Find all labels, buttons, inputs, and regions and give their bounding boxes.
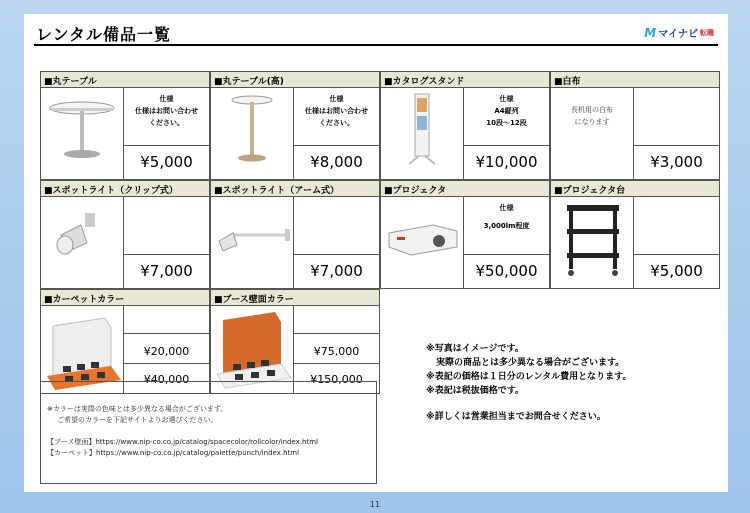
item-header: ■カーペットカラー [41,290,209,306]
carpet-price-2: ¥40,000 [143,373,190,386]
spec-title: 仕様 [329,95,344,103]
item-spec [634,88,719,146]
item-price: ¥7,000 [140,262,193,280]
spec-title: 仕様 [499,95,514,103]
projector-stand-image [551,197,634,288]
page-number: 11 [369,500,381,509]
round-table-image [41,88,124,179]
item-spec [124,88,209,146]
carpet-spec-row [124,306,209,334]
booth-wall-spec-row [294,306,379,334]
item-projector [380,180,550,289]
item-price: ¥3,000 [650,153,703,171]
item-projector-stand [550,180,720,289]
catalog-stand-image [381,88,464,179]
item-booth-wall-color [210,289,380,394]
carpet-price-1: ¥20,000 [124,334,209,364]
item-spec [294,197,379,255]
item-white-cloth [550,71,720,180]
note-line: ※写真はイメージです。 [426,344,524,354]
item-header: ■プロジェクタ台 [551,181,719,197]
high-table-image [211,88,294,179]
item-price: ¥10,000 [475,153,538,171]
item-price: ¥8,000 [310,153,363,171]
item-price: ¥50,000 [475,262,538,280]
spec-title: 仕様 [159,95,174,103]
item-spec [464,197,549,255]
item-description [551,88,634,179]
logo-sub: 転職 [700,28,714,37]
item-spec [124,197,209,255]
color-note-line: ※カラーは実際の色味とは多少異なる場合がございます。 [47,405,228,413]
spec-line: 仕様はお問い合わせ [305,107,368,115]
item-header: ■丸テーブル [41,72,209,88]
page-title: レンタル備品一覧 [36,25,171,44]
note-line: 実際の商品とは多少異なる場合がございます。 [436,358,625,368]
item-header: ■プロジェクタ [381,181,549,197]
item-spotlight-arm [210,180,380,289]
spec-line: 仕様はお問い合わせ [135,107,198,115]
title-divider [34,44,718,46]
booth-wall-link[interactable]: 【ブース壁面】https://www.nip-co.co.jp/catalog/spacecolor/rollcolor/index.html [47,438,318,446]
spec-line: 10段～12段 [486,119,527,127]
item-header: ■カタログスタンド [381,72,549,88]
item-price: ¥5,000 [140,153,193,171]
note-line: ※詳しくは営業担当までお問合せください。 [426,412,606,422]
note-line: ※表記の価格は１日分のレンタル費用となります。 [426,372,632,382]
notes-section [426,342,631,424]
item-header: ■スポットライト（クリップ式） [41,181,209,197]
item-price: ¥7,000 [310,262,363,280]
spec-line: ください。 [149,119,184,127]
document-page [24,14,728,492]
item-spec [464,88,549,146]
item-catalog-stand [380,71,550,180]
spotlight-clip-image [41,197,124,288]
description-line: になります [574,118,610,126]
item-header: ■ブース壁面カラー [211,290,379,306]
mynavi-logo [644,25,714,40]
logo-name: マイナビ [658,29,698,40]
item-round-table [40,71,210,180]
note-line: ※表記は税抜価格です。 [426,386,525,396]
projector-image [381,197,464,288]
item-carpet-color [40,289,210,394]
item-spotlight-clip [40,180,210,289]
item-spec [294,88,379,146]
carpet-link[interactable]: 【カーペット】https://www.nip-co.co.jp/catalog/palette/punch/index.html [47,449,300,457]
item-header: ■スポットライト（アーム式） [211,181,379,197]
spotlight-arm-image [211,197,294,288]
booth-wall-price-1: ¥75,000 [294,334,379,364]
booth-wall-price-2: ¥150,000 [310,373,363,386]
logo-mark-icon: M [644,25,657,40]
item-spec [634,197,719,255]
spec-line: ください。 [319,119,354,127]
item-header: ■白布 [551,72,719,88]
description-line: 長机用の白布 [571,106,613,114]
item-price: ¥5,000 [650,262,703,280]
spec-title: 仕様 [499,204,514,212]
item-round-table-high [210,71,380,180]
color-note-box [40,381,377,484]
item-header: ■丸テーブル(高) [211,72,379,88]
spec-line: A4縦列 [494,107,519,115]
spec-line: 3,000lm程度 [483,222,530,230]
color-note-line: ご希望のカラーを下記サイトよりお選びください。 [57,416,218,424]
